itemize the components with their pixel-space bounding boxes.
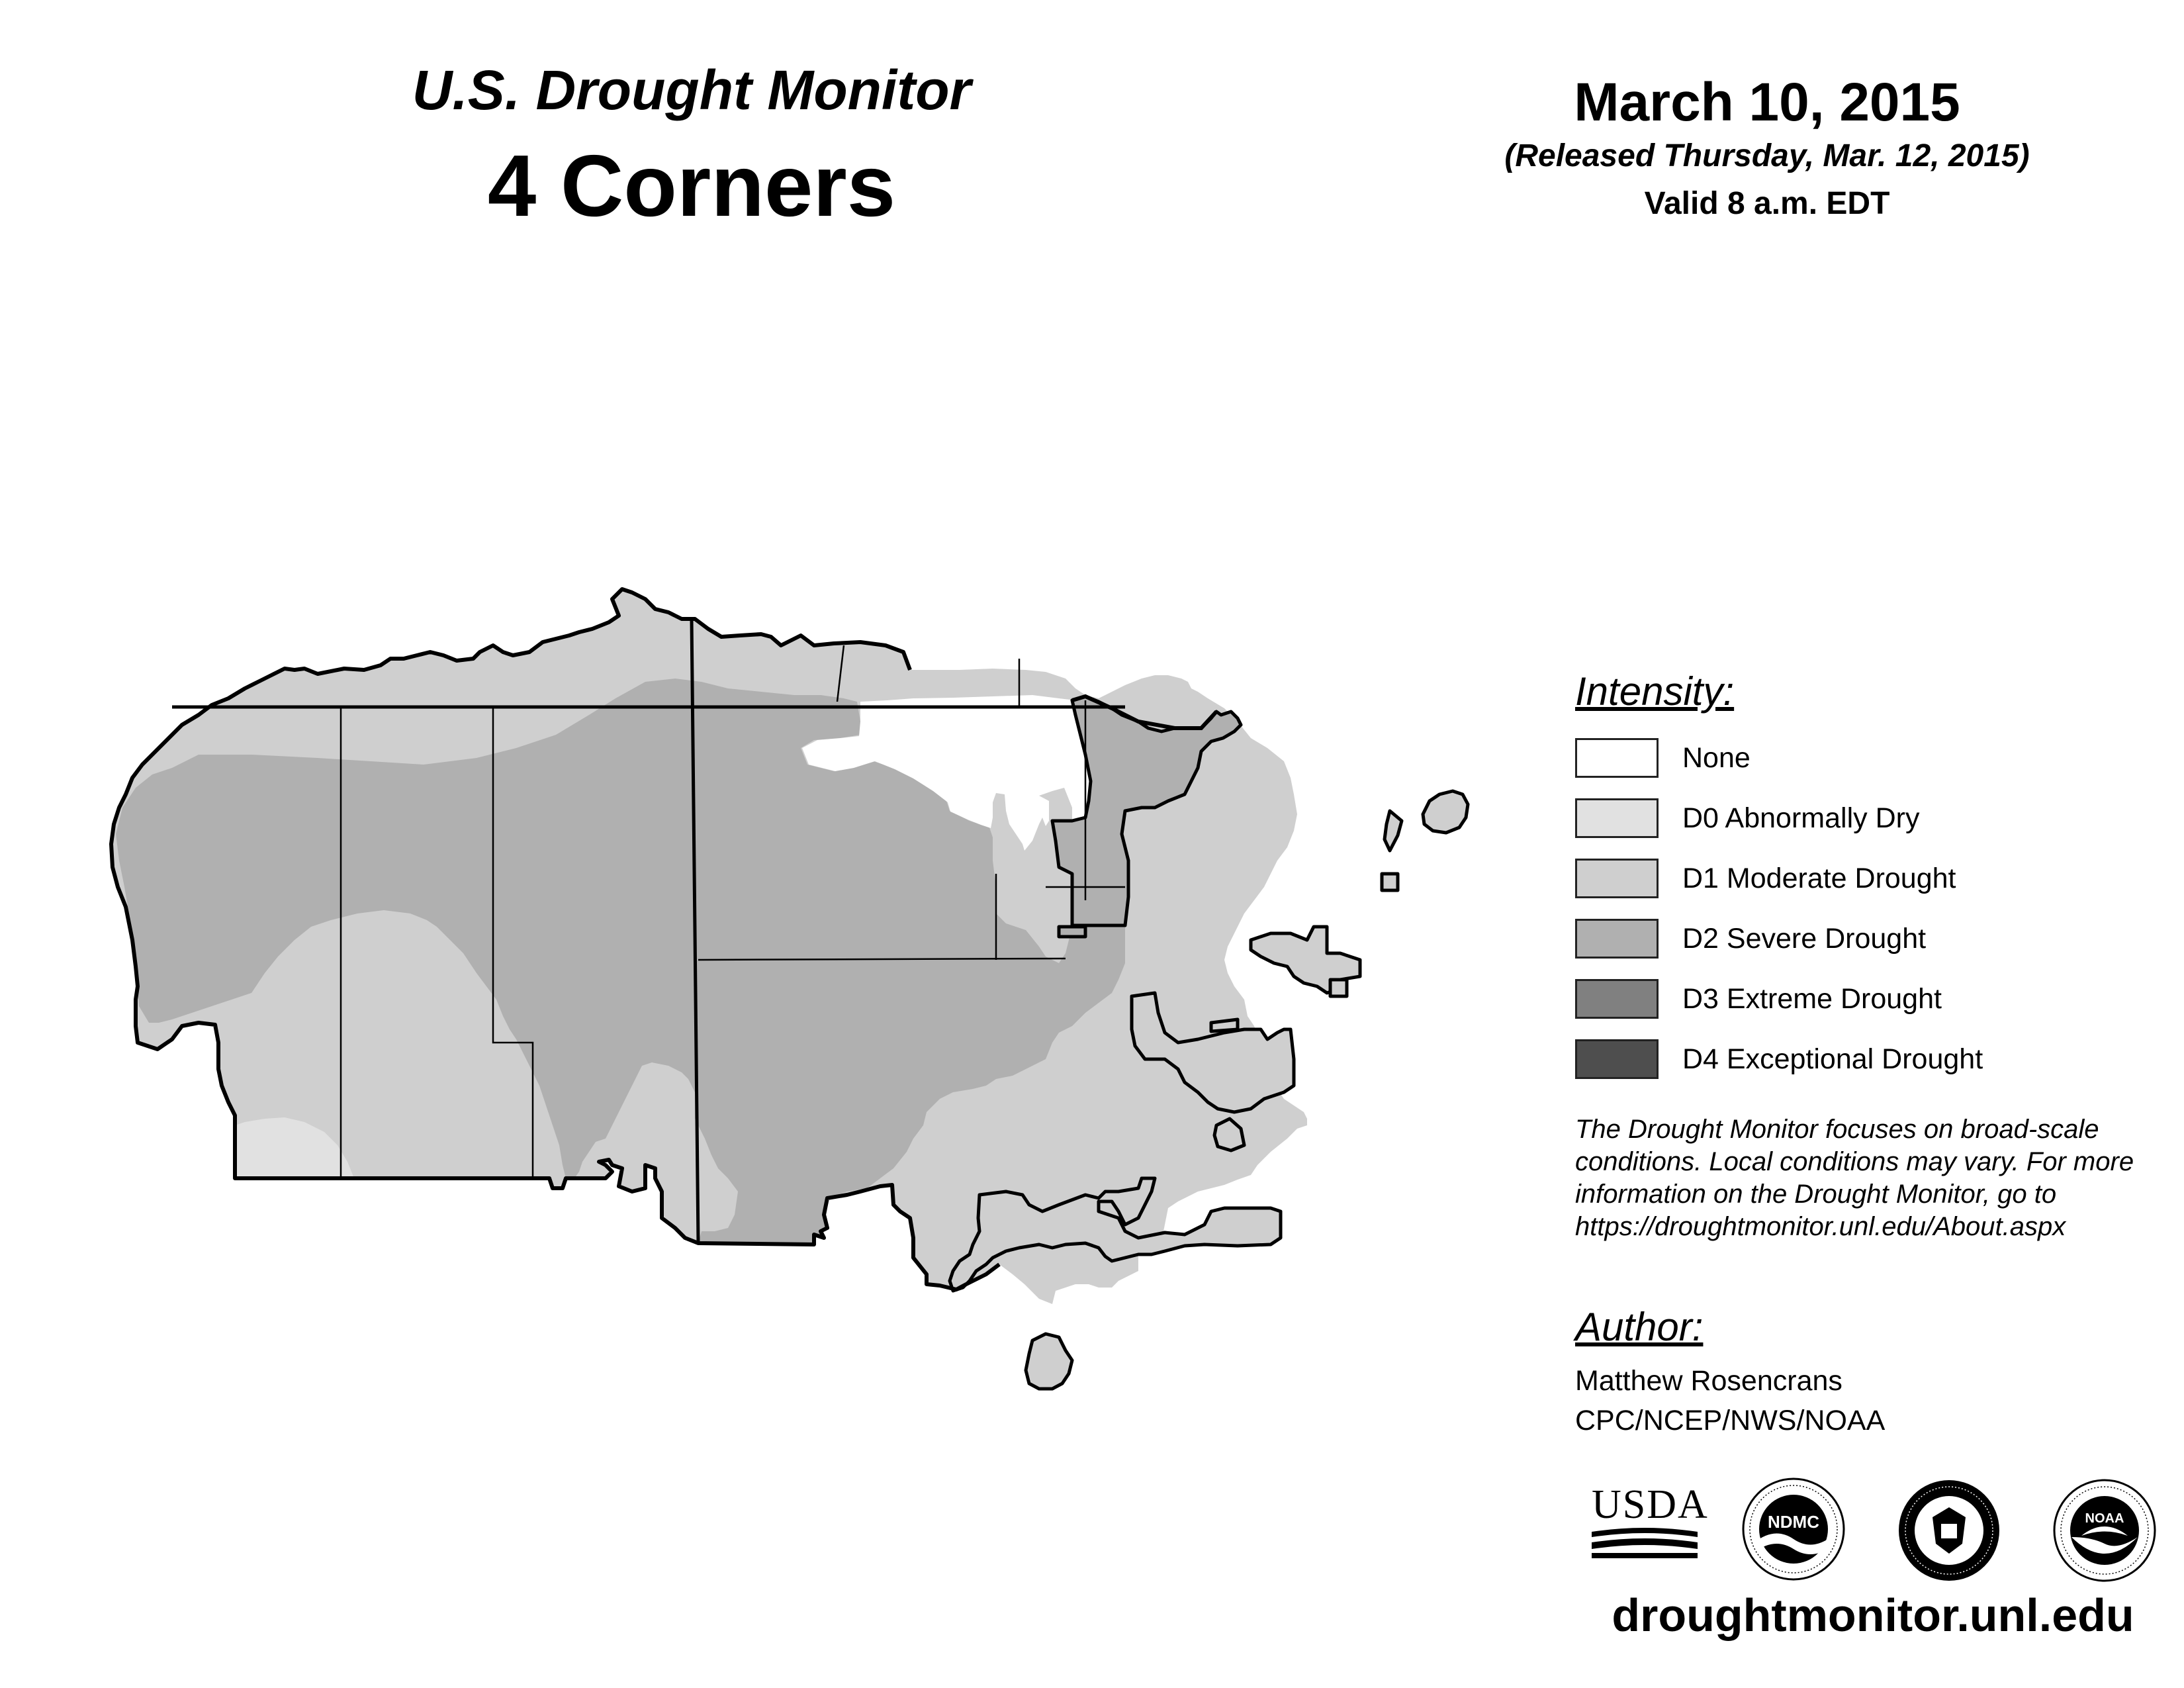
legend-swatch bbox=[1575, 859, 1659, 898]
legend-item bbox=[1575, 917, 1926, 961]
map-subtitle: U.S. Drought Monitor bbox=[412, 59, 972, 121]
valid-time: Valid 8 a.m. EDT bbox=[1644, 186, 1890, 221]
legend-label: D0 Abnormally Dry bbox=[1682, 802, 1920, 834]
ndmc-logo bbox=[1741, 1476, 1846, 1582]
release-date: (Released Thursday, Mar. 12, 2015) bbox=[1504, 138, 2030, 173]
legend-heading: Intensity: bbox=[1575, 669, 1735, 714]
legend-swatch bbox=[1575, 919, 1659, 959]
ndmc-logo-text: NDMC bbox=[1768, 1512, 1819, 1532]
legend-swatch bbox=[1575, 798, 1659, 838]
legend-item bbox=[1575, 1037, 1983, 1081]
usda-logo-swoosh bbox=[1592, 1526, 1698, 1560]
legend-label: D2 Severe Drought bbox=[1682, 922, 1927, 955]
legend-label: D4 Exceptional Drought bbox=[1682, 1043, 1983, 1075]
legend-swatch bbox=[1575, 979, 1659, 1019]
legend-item bbox=[1575, 857, 1956, 900]
legend-swatch bbox=[1575, 1039, 1659, 1079]
legend-item bbox=[1575, 736, 1751, 780]
doc-seal-logo bbox=[1896, 1477, 2002, 1583]
legend-item bbox=[1575, 977, 1942, 1021]
legend-label: D1 Moderate Drought bbox=[1682, 862, 1956, 894]
website-url[interactable]: droughtmonitor.unl.edu bbox=[1612, 1589, 2134, 1641]
author-organization: CPC/NCEP/NWS/NOAA bbox=[1575, 1405, 1886, 1436]
disclaimer-note: The Drought Monitor focuses on broad-scale conditions. Local conditions may vary. For more information on the Drought Monitor, go to https://droughtmonitor.unl.edu/About.aspx bbox=[1575, 1115, 2134, 1241]
map-date: March 10, 2015 bbox=[1574, 72, 1960, 132]
usda-logo-text: USDA bbox=[1592, 1482, 1709, 1527]
author-name: Matthew Rosencrans bbox=[1575, 1365, 1843, 1397]
map-title: 4 Corners bbox=[487, 137, 896, 234]
usda-logo bbox=[1592, 1482, 1709, 1562]
noaa-logo-text: NOAA bbox=[2085, 1511, 2124, 1526]
author-heading: Author: bbox=[1575, 1305, 1704, 1349]
noaa-logo bbox=[2052, 1477, 2158, 1583]
legend-swatch bbox=[1575, 738, 1659, 778]
legend-item bbox=[1575, 796, 1919, 840]
legend-label: D3 Extreme Drought bbox=[1682, 982, 1942, 1015]
legend-label: None bbox=[1682, 741, 1751, 774]
